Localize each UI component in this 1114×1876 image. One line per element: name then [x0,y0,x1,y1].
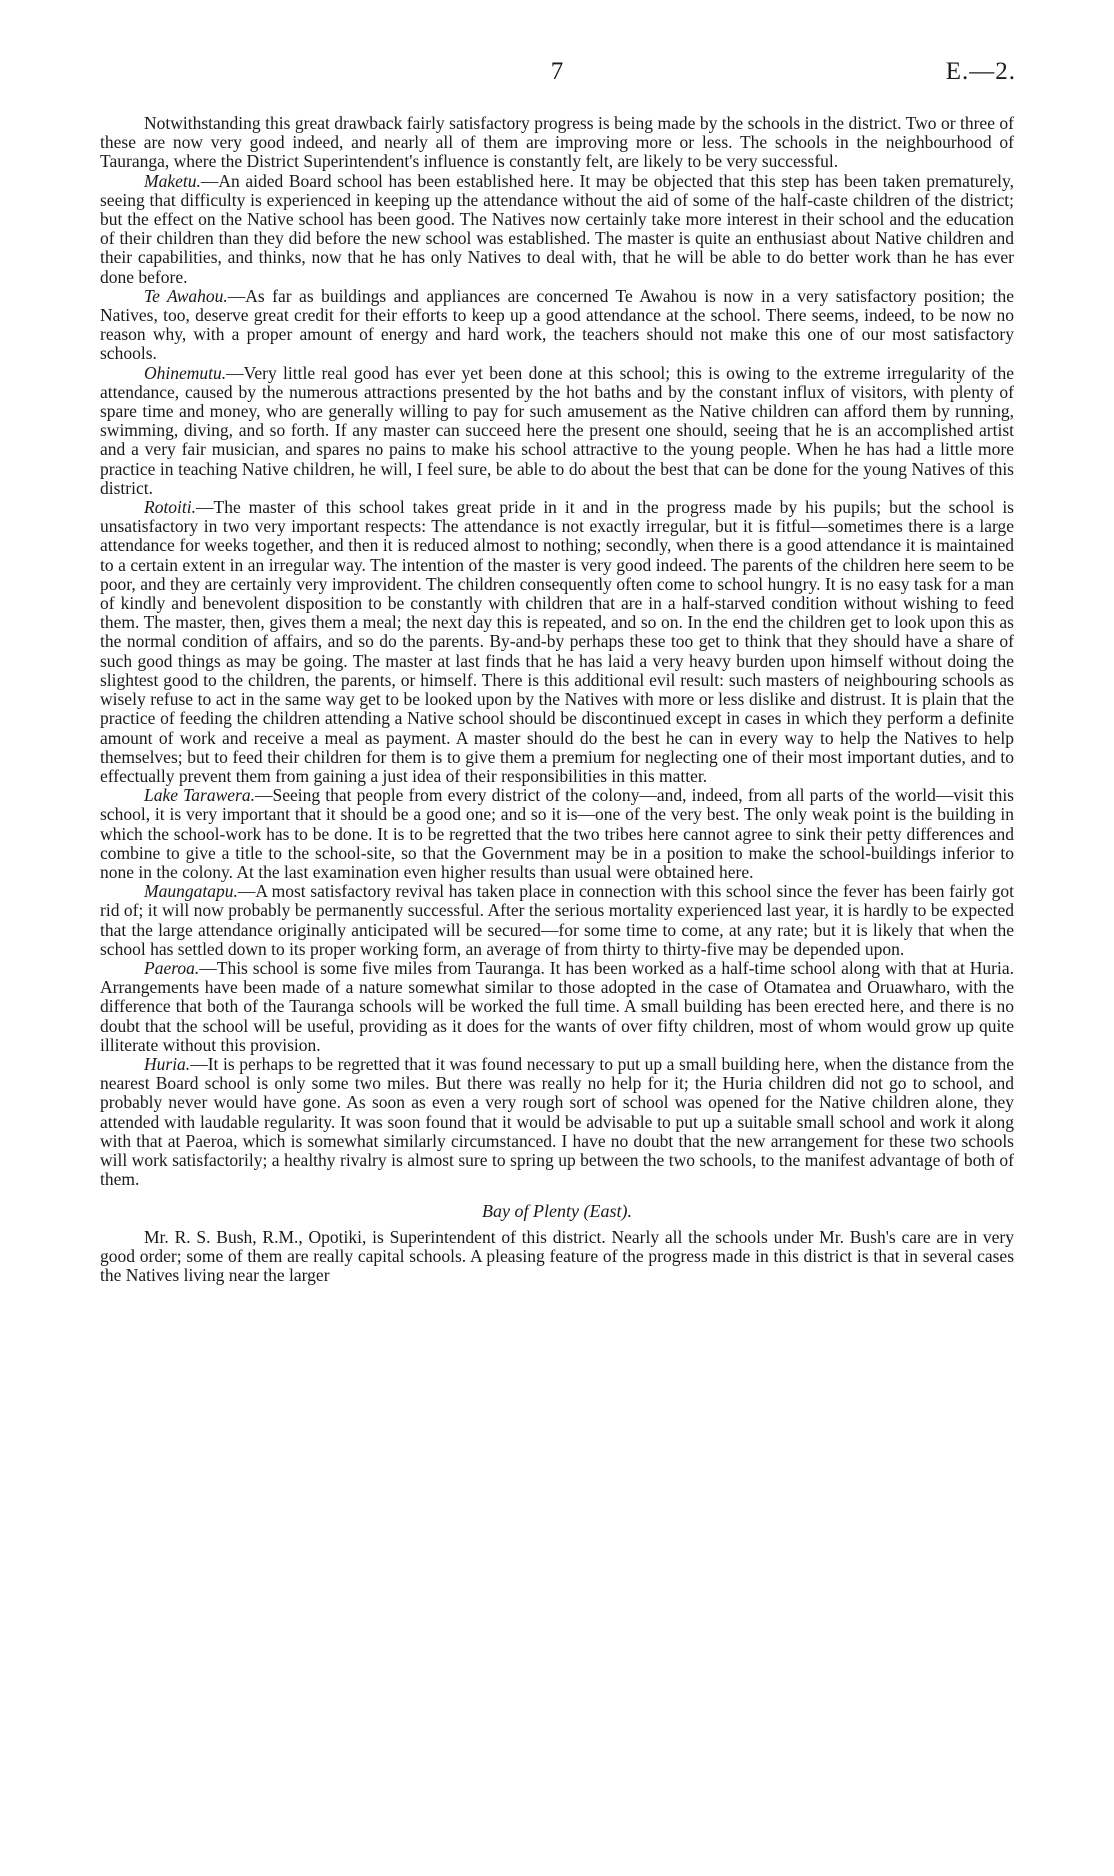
school-name: Maketu. [144,170,201,191]
page-number: 7 [550,58,564,85]
paragraph-huria [100,1055,1014,1189]
paragraph-text: —Very little real good has ever yet been done at this school; this is owing to the extreme irregularity of the attendance, caused by the numerous attractions presented by the hot baths and by the constant influx of visitors, with plenty of spare time and money, who are generally willing to pay for such amusement as the Native children can afford them by running, swimming, diving, and so forth. If any master can succeed here the present one should, seeing that he is an accomplished artist and a very fair musician, and spares no pains to make his school attractive to the young people. When he has had a little more practice in teaching Native children, he will, I feel sure, be able to do about the best that can be done for the young Natives of this district. [100,362,1014,498]
school-name: Rotoiti. [144,497,197,518]
paragraph-lake-tarawera [100,786,1014,882]
paragraph-text: —This school is some five miles from Tauranga. It has been worked as a half-time school along with that at Huria. Arrangements have been made of a nature somewhat similar to those adopted in the case of Otamatea and Oruawharo, with the difference that both of the Tauranga schools will be worked the full time. A small building has been erected here, and there is no doubt that the school will be useful, providing as it does for the wants of over fifty children, most of whom would grow up quite illiterate without this provision. [100,957,1014,1055]
school-name: Huria. [144,1053,191,1074]
paragraph-te-awahou [100,287,1014,364]
paragraph-text: —A most satisfactory revival has taken place in connection with this school since the fever has been fairly got rid of; it will now probably be permanently successful. After the serious mortality experienced last year, it is hardly to be expected that the large attendance originally anticipated will be secured—for some time to come, at any rate; but it is likely that when the school has settled down to its proper working form, an average of from thirty to thirty-five may be depended upon. [100,881,1014,959]
paragraph-text: —The master of this school takes great pride in it and in the progress made by his pupils; but the school is unsatisfactory in two very important respects: The attendance is not exactly irregular, but it is fitful—sometimes there is a large attendance for weeks together, and then it is reduced almost to nothing; secondly, when there is a good attendance it is maintained to a certain extent in an irregular way. The intention of the master is very good indeed. The parents of the children here seem to be poor, and they are certainly very improvident. The children consequently often come to school hungry. It is no easy task for a man of kindly and benevolent disposition to be constantly with children that are in a half-starved condition without wishing to feed them. The master, then, gives them a meal; the next day this is repeated, and so on. In the end the children get to look upon this as the normal condition of affairs, and so do the parents. By-and-by perhaps these too get to think that they should have a share of such good things as may be going. The master at last finds that he has laid a very heavy burden upon himself without doing the slightest good to the children, the parents, or himself. There is this additional evil result: such masters of neighbouring schools as wisely refuse to act in the same way get to be looked upon by the Natives with more or less dislike and distrust. It is plain that the practice of feeding the children attending a Native school should be discontinued except in cases in which they perform a definite amount of work and receive a meal as payment. A master should do the best he can in every way to help the Natives to help themselves; but to feed their children for them is to give them a premium for neglecting one of their most important duties, and to effectually prevent them from gaining a just idea of their responsibilities in this matter. [100,497,1014,786]
paragraph-maketu [100,172,1014,287]
school-name: Ohinemutu. [144,362,227,383]
paragraph-paeroa [100,959,1014,1055]
paragraph-intro [100,114,1014,172]
school-name: Maungatapu. [144,881,238,902]
paragraph-rotoiti [100,498,1014,786]
paragraph-text: —As far as buildings and appliances are concerned Te Awahou is now in a very satisfactory position; the Natives, too, deserve great credit for their efforts to keep up a good attendance at the school. There seems, indeed, to be now no reason why, with a proper amount of energy and hard work, the teachers should not make this one of our most satisfactory schools. [100,285,1014,364]
paragraph-ohinemutu [100,364,1014,498]
paragraph-text: —It is perhaps to be regretted that it was found necessary to put up a small building here, when the distance from the nearest Board school is only some two miles. But there was really no help for it; the Huria children did not go to school, and probably never would have gone. As soon as even a very rough sort of school was opened for the Native children alone, they attended with laudable regularity. It was soon found that it would be advisable to put up a suitable small school and work it along with that at Paeroa, which is somewhat similarly circumstanced. I have no doubt that the new arrangement for these two schools will work satisfactorily; a healthy rivalry is almost sure to spring up between the two schools, to the manifest advantage of both of them. [100,1053,1014,1190]
section-heading: Bay of Plenty (East). [482,1201,632,1222]
school-name: Paeroa. [144,957,200,978]
paragraph-text: Mr. R. S. Bush, R.M., Opotiki, is Superintendent of this district. Nearly all the schools under Mr. Bush's care are in very good order; some of them are really capital schools. A pleasing feature of the progress made in this district is that in several cases the Natives living near the larger [100,1226,1014,1285]
paragraph-text: —An aided Board school has been established here. It may be objected that this step has been taken prematurely, seeing that difficulty is experienced in keeping up the attendance without the aid of some of the half-caste children of the district; but the effect on the Native school has been good. The Natives now certainly take more interest in their school and the education of their children than they did before the new school was established. The master is quite an enthusiast about Native children and their capabilities, and thinks, now that he has only Natives to deal with, that he will be able to do better work than he has ever done before. [100,170,1014,287]
paragraph-text: —Seeing that people from every district of the colony—and, indeed, from all parts of the world—visit this school, it is very important that it should be a good one; and so it is—one of the very best. The only weak point is the building in which the school-work has to be done. It is to be regretted that the two tribes here cannot agree to sink their petty differences and combine to give a title to the school-site, so that the Government may be in a position to make the school-buildings inferior to none in the colony. At the last examination even higher results than usual were obtained here. [100,785,1014,882]
school-name: Te Awahou. [144,285,228,306]
paragraph-maungatapu [100,882,1014,959]
paragraph-text: Notwithstanding this great drawback fairly satisfactory progress is being made by the schools in the district. Two or three of these are now very good indeed, and nearly all of them are improving more or less. The schools in the neighbourhood of Tauranga, where the District Superintendent's influence is constantly felt, are likely to be very successful. [100,113,1014,172]
paragraph-bay-of-plenty-east [100,1228,1014,1286]
document-reference: E.—2. [945,58,1016,85]
school-name: Lake Tarawera. [144,785,255,806]
page-header [100,58,1014,98]
report-body [100,114,1014,1285]
